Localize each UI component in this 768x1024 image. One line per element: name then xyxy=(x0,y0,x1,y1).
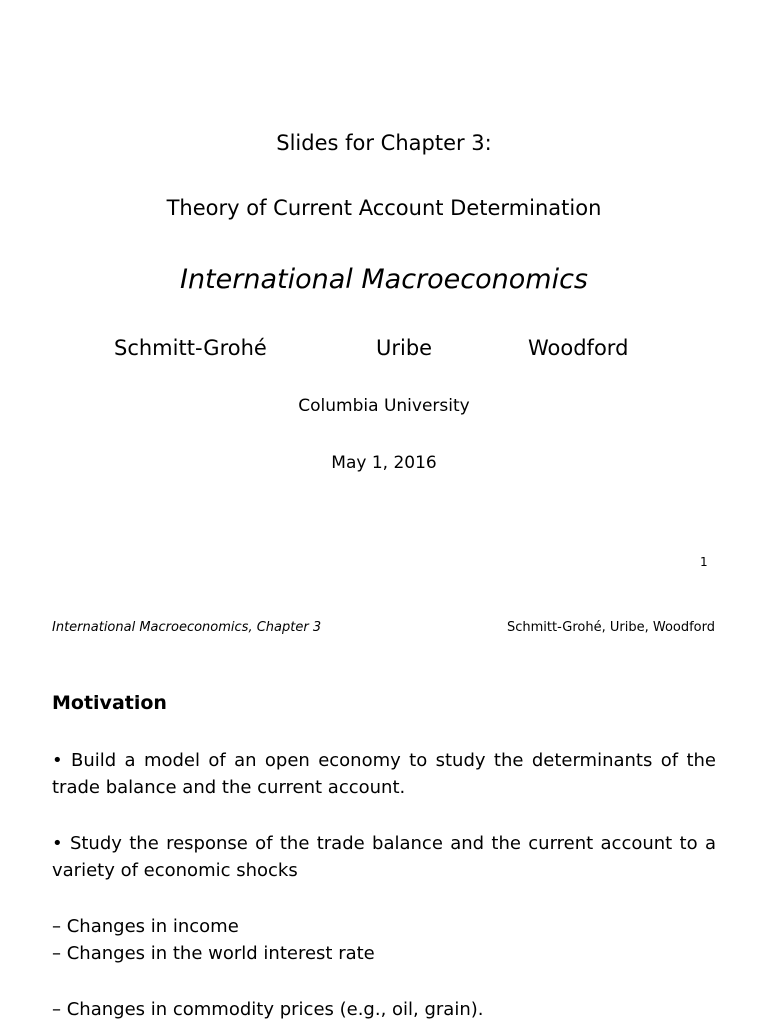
running-header-right: Schmitt-Grohé, Uribe, Woodford xyxy=(507,620,715,635)
book-title: International Macroeconomics xyxy=(179,264,588,295)
motivation-slide xyxy=(0,600,768,1024)
date: May 1, 2016 xyxy=(331,453,437,473)
sub-item: – Changes in income xyxy=(52,916,239,937)
running-header-left: International Macroeconomics, Chapter 3 xyxy=(52,620,322,635)
author-list xyxy=(0,336,768,366)
sub-item: – Changes in commodity prices (e.g., oil, grain). xyxy=(52,999,484,1020)
institution: Columbia University xyxy=(298,396,470,416)
page-number: 1 xyxy=(700,555,708,569)
slide-subtitle: Slides for Chapter 3: xyxy=(276,131,492,155)
author-name: Schmitt-Grohé xyxy=(114,336,267,360)
section-heading: Motivation xyxy=(52,692,167,714)
bullet-item: • Build a model of an open economy to study the determinants of the trade balance and the current account. xyxy=(52,750,716,798)
chapter-title: Theory of Current Account Determination xyxy=(166,196,602,220)
author-name: Uribe xyxy=(376,336,433,360)
sub-item: – Changes in the world interest rate xyxy=(52,943,375,964)
author-name: Woodford xyxy=(528,336,629,360)
bullet-item: • Study the response of the trade balance and the current account to a variety of economic shocks xyxy=(52,833,716,881)
